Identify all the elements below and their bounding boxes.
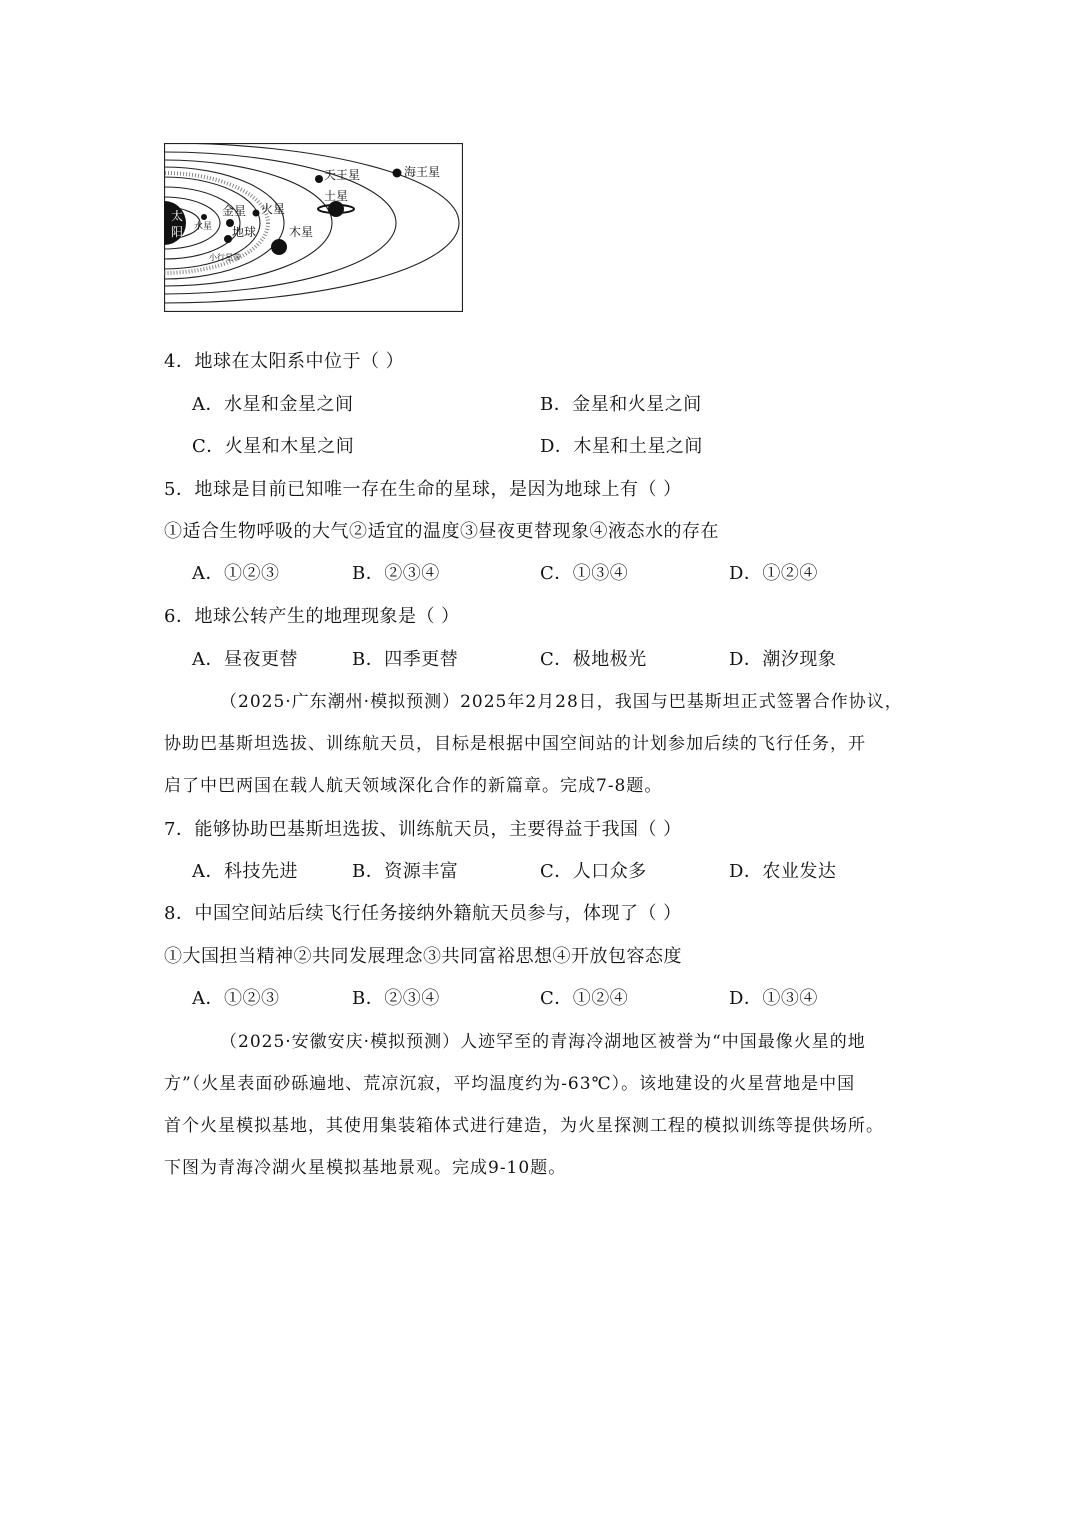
q6-option-d: D．潮汐现象 bbox=[729, 649, 837, 670]
passage-1-line: （2025·广东潮州·模拟预测）2025年2月28日，我国与巴基斯坦正式签署合作协议， bbox=[220, 692, 903, 712]
saturn-planet bbox=[328, 201, 344, 217]
q5-option-d: D．①②④ bbox=[729, 563, 818, 584]
passage-2-line: 下图为青海冷湖火星模拟基地景观。完成9-10题。 bbox=[164, 1158, 567, 1178]
sun-label-2: 阳 bbox=[171, 225, 184, 239]
earth-planet bbox=[224, 235, 232, 243]
q5-option-a: A．①②③ bbox=[192, 563, 280, 584]
q4-option-c: C．火星和木星之间 bbox=[192, 436, 355, 457]
sun-label-1: 太 bbox=[171, 209, 184, 223]
q7-option-b: B．资源丰富 bbox=[352, 861, 459, 882]
saturn-label: 土星 bbox=[324, 189, 349, 203]
asteroid-belt-label: 小行星带 bbox=[209, 253, 241, 262]
mercury-planet bbox=[201, 214, 207, 220]
q5-stem: 5．地球是目前已知唯一存在生命的星球，是因为地球上有（ ） bbox=[164, 479, 682, 500]
q6-option-a: A．昼夜更替 bbox=[192, 649, 298, 670]
q5-items: ①适合生物呼吸的大气②适宜的温度③昼夜更替现象④液态水的存在 bbox=[164, 521, 719, 542]
q8-option-d: D．①③④ bbox=[729, 988, 818, 1009]
q4-option-a: A．水星和金星之间 bbox=[192, 394, 354, 415]
q7-stem: 7．能够协助巴基斯坦选拔、训练航天员，主要得益于我国（ ） bbox=[164, 819, 682, 840]
mars-label: 火星 bbox=[261, 202, 286, 216]
q6-option-b: B．四季更替 bbox=[352, 649, 459, 670]
q6-stem: 6．地球公转产生的地理现象是（ ） bbox=[164, 606, 460, 627]
passage-2-line: 方”（火星表面砂砾遍地、荒凉沉寂，平均温度约为-63℃）。该地建设的火星营地是中国 bbox=[164, 1074, 856, 1094]
jupiter-planet bbox=[271, 239, 287, 255]
q7-option-a: A．科技先进 bbox=[192, 861, 298, 882]
q8-option-a: A．①②③ bbox=[192, 988, 280, 1009]
passage-2-line: 首个火星模拟基地，其使用集装箱体式进行建造，为火星探测工程的模拟训练等提供场所。 bbox=[164, 1116, 884, 1136]
earth-label: 地球 bbox=[232, 225, 257, 239]
passage-1 bbox=[164, 690, 924, 816]
q7-option-c: C．人口众多 bbox=[540, 861, 647, 882]
q8-items: ①大国担当精神②共同发展理念③共同富裕思想④开放包容态度 bbox=[164, 946, 682, 967]
q4-option-d: D．木星和土星之间 bbox=[540, 436, 703, 457]
passage-1-line: 协助巴基斯坦选拔、训练航天员，目标是根据中国空间站的计划参加后续的飞行任务，开 bbox=[164, 734, 866, 754]
jupiter-label: 木星 bbox=[289, 225, 314, 239]
q6-option-c: C．极地极光 bbox=[540, 649, 647, 670]
passage-1-line: 启了中巴两国在载人航天领域深化合作的新篇章。完成7-8题。 bbox=[164, 776, 663, 796]
passage-2-line: （2025·安徽安庆·模拟预测）人迹罕至的青海冷湖地区被誉为“中国最像火星的地 bbox=[220, 1032, 866, 1052]
neptune-planet bbox=[393, 169, 402, 178]
mars-planet bbox=[253, 210, 260, 217]
q5-option-b: B．②③④ bbox=[352, 563, 440, 584]
neptune-label: 海王星 bbox=[404, 165, 441, 179]
q4-stem: 4．地球在太阳系中位于（ ） bbox=[164, 351, 405, 372]
venus-label: 金星 bbox=[222, 204, 247, 218]
uranus-planet bbox=[315, 175, 323, 183]
q4-option-b: B．金星和火星之间 bbox=[540, 394, 702, 415]
q8-option-b: B．②③④ bbox=[352, 988, 440, 1009]
q8-stem: 8．中国空间站后续飞行任务接纳外籍航天员参与，体现了（ ） bbox=[164, 903, 682, 924]
mercury-label: 水星 bbox=[194, 222, 213, 232]
q7-option-d: D．农业发达 bbox=[729, 861, 837, 882]
passage-2 bbox=[164, 1030, 924, 1198]
q8-option-c: C．①②④ bbox=[540, 988, 629, 1009]
q5-option-c: C．①③④ bbox=[540, 563, 629, 584]
uranus-label: 天王星 bbox=[324, 168, 361, 182]
solar-system-diagram bbox=[164, 143, 463, 312]
